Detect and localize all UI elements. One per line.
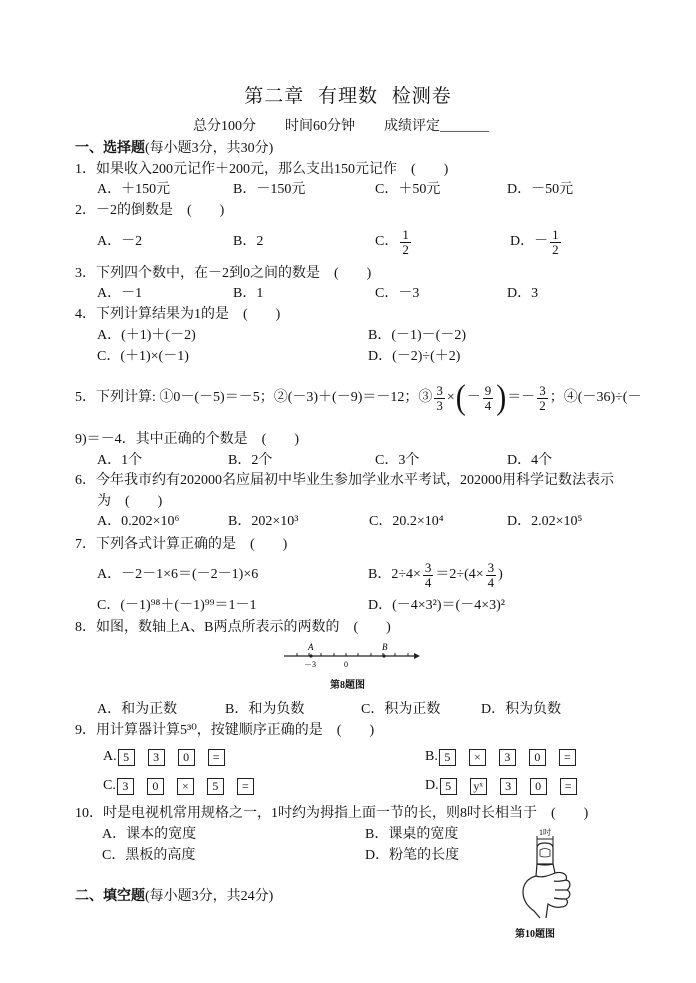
- denominator: 3: [436, 397, 443, 413]
- option-label: D.: [425, 778, 439, 793]
- question-1-option-b: B．－150元: [233, 182, 306, 197]
- question-3-option-c: C．－3: [375, 286, 420, 301]
- question-6-stem-line-2: [97, 492, 162, 512]
- section-note: (每小题3分，共24分): [145, 889, 274, 904]
- calculator-key: ×: [177, 778, 194, 795]
- question-9-option-a: [103, 748, 225, 766]
- fist-icon: [523, 872, 570, 918]
- section-label: 二、填空题: [75, 889, 145, 904]
- question-10-option-d: D．粉笔的长度: [365, 848, 460, 863]
- question-5-option-c: C．3个: [375, 453, 420, 468]
- right-parenthesis: ): [496, 378, 507, 417]
- thumb-measure-figure: [510, 826, 578, 922]
- question-5-option-d: D．4个: [507, 453, 553, 468]
- calculator-key: 0: [530, 778, 547, 795]
- thumb-icon: [536, 843, 555, 876]
- option-text: D．－: [510, 234, 549, 249]
- figure-10-caption: 第10题图: [515, 929, 555, 940]
- option-label: C.: [103, 778, 116, 793]
- question-8-stem: [75, 618, 391, 638]
- question-9-stem: [75, 721, 374, 741]
- question-8-option-c: C．积为正数: [361, 702, 441, 717]
- question-text: 1．如果收入200元记作＋200元，那么支出150元记作 ( ): [75, 162, 449, 177]
- question-7-stem: [75, 535, 287, 555]
- calculator-key: 0: [529, 749, 546, 766]
- option-label: B.: [425, 749, 438, 764]
- question-4-stem: [75, 305, 280, 325]
- denominator: 2: [402, 241, 409, 257]
- question-6-option-c: C．20.2×10⁴: [369, 514, 444, 529]
- figure-8-caption: 第8题图: [330, 680, 365, 691]
- calculator-key: 3: [117, 778, 134, 795]
- question-text: 6．今年我市约有202000名应届初中毕业生参加学业水平考试，202000用科学记数法表示: [75, 473, 614, 488]
- question-1-stem: [75, 160, 448, 180]
- fraction: [486, 561, 497, 590]
- question-7-option-d: D．(－4×3²)＝(－4×3)²: [368, 598, 505, 613]
- number-line-figure: [280, 640, 422, 672]
- axis-arrow-icon: [414, 653, 420, 659]
- times-sign: ×: [446, 390, 455, 405]
- question-1-option-d: D．－50元: [507, 182, 574, 197]
- tick-label-neg3: －3: [304, 660, 316, 669]
- denominator: 4: [424, 574, 432, 590]
- question-2-option-d: [510, 225, 563, 259]
- numerator: 3: [424, 559, 432, 575]
- question-5-stem-line-2: [75, 430, 299, 450]
- question-text: ；④(－36)÷(－: [549, 390, 642, 405]
- calculator-key: 3: [148, 749, 165, 766]
- fraction: [400, 228, 411, 257]
- denominator: 4: [484, 397, 492, 413]
- calculator-key: =: [237, 778, 254, 795]
- question-10-option-a: A．课本的宽度: [102, 827, 197, 842]
- calculator-key: 3: [500, 778, 517, 795]
- question-6-stem-line-1: [75, 471, 614, 491]
- calculator-key: 5: [440, 778, 457, 795]
- question-9-option-d: [425, 777, 577, 795]
- calculator-key: 5: [118, 749, 135, 766]
- question-7-option-a: [97, 558, 258, 592]
- measure-label: 1吋: [539, 828, 551, 837]
- question-1-option-c: C．＋50元: [375, 182, 441, 197]
- calculator-key: yˣ: [470, 778, 487, 795]
- question-10-option-c: C．黑板的高度: [102, 848, 196, 863]
- question-4-option-d: D．(－2)÷(＋2): [368, 349, 461, 364]
- question-3-option-b: B．1: [233, 286, 264, 301]
- question-8-option-b: B．和为负数: [225, 702, 305, 717]
- question-8-option-a: A．和为正数: [97, 702, 178, 717]
- question-text: 9)＝－4．其中正确的个数是 ( ): [75, 432, 299, 447]
- option-text: B．2: [233, 234, 264, 249]
- numerator: 9: [484, 382, 492, 398]
- question-2-option-a: [97, 225, 142, 259]
- question-8-option-d: D．积为负数: [481, 702, 562, 717]
- point-a-label: A: [308, 642, 314, 652]
- equals-sign: ＝－: [507, 390, 536, 405]
- option-text: ): [498, 567, 503, 582]
- question-7-option-b: [368, 558, 503, 592]
- point-a-dot: [309, 654, 312, 657]
- question-text: 为 ( ): [97, 494, 163, 509]
- option-text: C．: [375, 234, 399, 249]
- question-9-option-c: [103, 777, 254, 795]
- page-title-text: 第二章 有理数 检测卷: [244, 86, 452, 107]
- denominator: 4: [487, 574, 495, 590]
- fraction: [537, 384, 548, 413]
- option-text: A．－2－1×6＝(－2－1)×6: [97, 567, 259, 582]
- question-4-option-c: C．(＋1)×(－1): [97, 349, 189, 364]
- question-text: 5．下列计算: ①0－(－5)＝－5；②(－3)＋(－9)＝－12；③: [75, 390, 433, 405]
- numerator: 1: [552, 226, 559, 242]
- option-text: ＝2÷(4×: [435, 567, 484, 582]
- point-b-dot: [382, 654, 385, 657]
- calculator-key: ×: [469, 749, 486, 766]
- section-heading-choice: [75, 139, 273, 159]
- minus-sign: －: [466, 390, 481, 405]
- question-2-stem: [75, 201, 224, 221]
- question-text: 3．下列四个数中，在－2到0之间的数是 ( ): [75, 266, 372, 281]
- fraction: [434, 384, 445, 413]
- question-9-option-b: [425, 748, 576, 766]
- exam-time: 时间60分钟: [285, 119, 355, 134]
- numerator: 3: [487, 559, 495, 575]
- question-text: 4．下列计算结果为1的是 ( ): [75, 307, 281, 322]
- calculator-key: =: [208, 749, 225, 766]
- grade-field: 成绩评定_______: [384, 119, 489, 134]
- calculator-key: 3: [499, 749, 516, 766]
- numerator: 3: [436, 382, 443, 398]
- denominator: 2: [539, 397, 546, 413]
- section-heading-fill-in: [75, 887, 273, 907]
- question-3-option-d: D．3: [507, 286, 539, 301]
- tick-label-zero: 0: [344, 660, 348, 669]
- calculator-key: =: [560, 778, 577, 795]
- question-text: 10．吋是电视机常用规格之一，1吋约为拇指上面一节的长，则8吋长相当于 ( ): [75, 806, 589, 821]
- fraction: [483, 384, 494, 413]
- question-1-option-a: A．＋150元: [97, 182, 171, 197]
- section-note: (每小题3分，共30分): [145, 141, 274, 156]
- option-label: A.: [103, 749, 117, 764]
- calculator-key: 0: [147, 778, 164, 795]
- denominator: 2: [552, 241, 559, 257]
- question-5-stem-line-1: [75, 376, 641, 420]
- question-2-option-c: [375, 225, 413, 259]
- question-3-option-a: A．－1: [97, 286, 143, 301]
- question-5-option-b: B．2个: [228, 453, 273, 468]
- question-10-option-b: B．课桌的宽度: [365, 827, 459, 842]
- left-parenthesis: (: [455, 378, 466, 417]
- page-title: [0, 86, 696, 108]
- calculator-key: 5: [207, 778, 224, 795]
- calculator-key: 5: [439, 749, 456, 766]
- fraction: [550, 228, 561, 257]
- calculator-key: =: [559, 749, 576, 766]
- question-2-option-b: [233, 225, 263, 259]
- question-4-option-a: A．(＋1)＋(－2): [97, 328, 196, 343]
- calculator-key: 0: [178, 749, 195, 766]
- question-5-option-a: A．1个: [97, 453, 143, 468]
- numerator: 1: [402, 226, 409, 242]
- question-text: 2．－2的倒数是 ( ): [75, 203, 225, 218]
- point-b-label: B: [382, 642, 388, 652]
- option-text: A．－2: [97, 234, 143, 249]
- question-7-option-c: C．(－1)⁹⁸＋(－1)⁹⁹＝1－1: [97, 598, 257, 613]
- question-6-option-a: A．0.202×10⁶: [97, 514, 180, 529]
- total-score: 总分100分: [193, 119, 256, 134]
- exam-info: [193, 118, 489, 136]
- numerator: 3: [539, 382, 546, 398]
- question-text: 9．用计算器计算5³⁰，按键顺序正确的是 ( ): [75, 723, 375, 738]
- question-text: 7．下列各式计算正确的是 ( ): [75, 537, 288, 552]
- fraction: [423, 561, 434, 590]
- question-10-stem: [75, 804, 588, 824]
- question-text: 8．如图，数轴上A、B两点所表示的两数的 ( ): [75, 620, 391, 635]
- question-6-option-d: D．2.02×10⁵: [507, 514, 583, 529]
- section-label: 一、选择题: [75, 141, 145, 156]
- question-4-option-b: B．(－1)－(－2): [368, 328, 466, 343]
- question-3-stem: [75, 264, 371, 284]
- question-6-option-b: B．202×10³: [228, 514, 299, 529]
- option-text: B．2÷4×: [368, 567, 421, 582]
